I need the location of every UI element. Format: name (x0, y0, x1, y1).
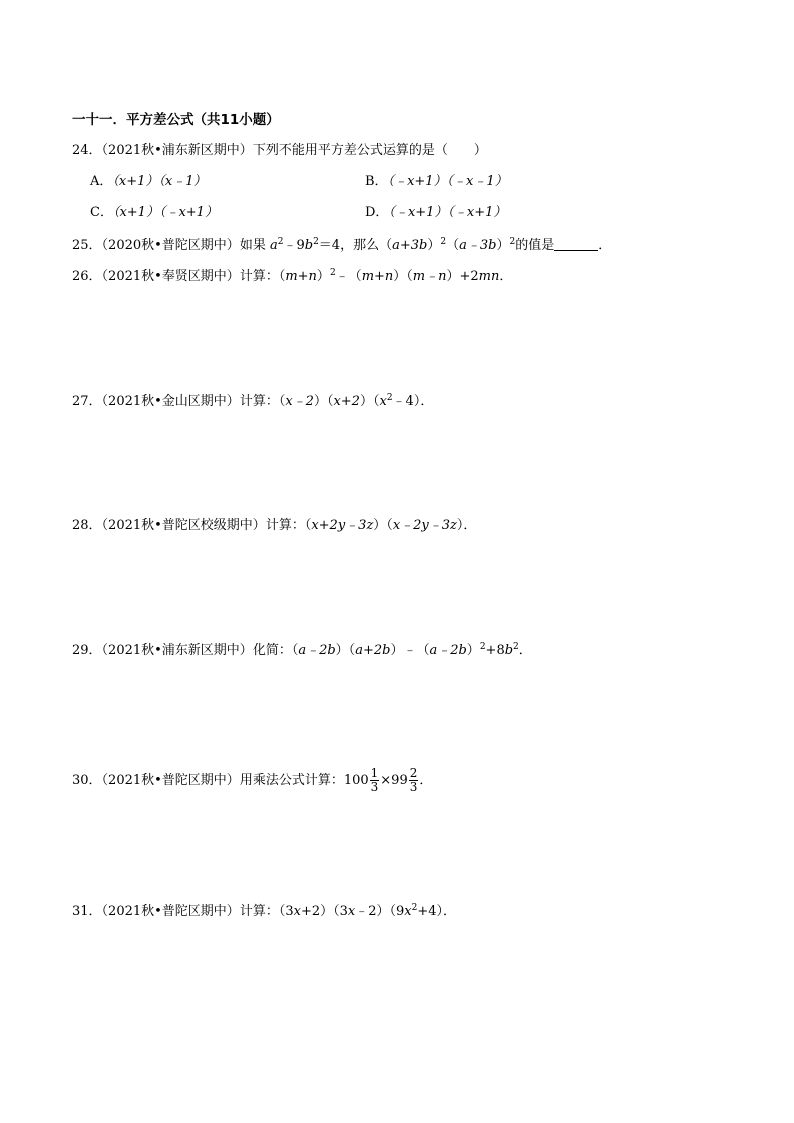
option-text: （﹣x+1）（﹣x+1） (388, 205, 507, 220)
math-expr: m+n (361, 269, 394, 284)
text-segment: ） (466, 643, 480, 658)
text-segment: ﹣2）（9 (355, 904, 405, 919)
question-stem: 下列不能用平方差公式运算的是（ ） (252, 143, 487, 158)
math-expr: mn (478, 269, 500, 284)
math-var: b (504, 643, 514, 658)
text-segment: 的值是 (515, 238, 555, 253)
text-segment: ）（ (359, 394, 380, 409)
math-var: x (347, 904, 356, 919)
question-source: （2021秋•普陀区校级期中） (101, 518, 266, 533)
math-expr: a﹣2b (298, 643, 336, 658)
math-expr: a+3b (392, 238, 428, 253)
text-segment: 计算：（3 (239, 904, 294, 919)
option-d (365, 205, 506, 221)
text-segment: ） (496, 238, 510, 253)
fraction-two-thirds (409, 767, 419, 794)
question-number: 24． (72, 143, 102, 158)
fraction-denominator: 3 (370, 780, 379, 794)
option-text: （x+1）（x﹣1） (112, 174, 207, 189)
section-title: 一十一．平方差公式（共11小题） (72, 112, 280, 128)
exponent: 2 (513, 642, 519, 652)
option-label: C． (90, 205, 113, 220)
math-var: b (304, 238, 314, 253)
question-28 (72, 518, 476, 534)
question-number: 28． (72, 518, 102, 533)
question-27 (72, 394, 433, 410)
math-expr: x+2 (333, 394, 360, 409)
text-segment: 计算：（ (239, 269, 286, 284)
math-var: x (379, 394, 387, 409)
text-segment: ． (518, 643, 532, 658)
option-label: D． (365, 205, 389, 220)
fraction-denominator: 3 (409, 780, 418, 794)
math-var: a (269, 238, 278, 253)
math-var: x (404, 904, 412, 919)
question-source: （2020秋•普陀区期中） (101, 238, 240, 253)
exponent: 2 (277, 237, 284, 247)
exponent: 2 (411, 903, 418, 913)
text-segment: +4）． (417, 904, 457, 919)
exponent: 2 (479, 642, 486, 652)
math-expr: m﹣n (412, 269, 447, 284)
exponent: 2 (509, 237, 516, 247)
question-source: （2021秋•普陀区期中） (101, 904, 240, 919)
text-segment: 如果 (239, 238, 270, 253)
exponent: 2 (329, 268, 336, 278)
text-segment: ）+2 (446, 269, 479, 284)
math-expr: m+n (285, 269, 317, 284)
question-number: 29． (72, 643, 102, 658)
option-label: B． (365, 174, 388, 189)
question-29 (72, 643, 532, 659)
fraction-numerator: 2 (409, 766, 418, 780)
question-number: 25． (72, 238, 102, 253)
question-24 (72, 143, 487, 159)
question-source: （2021秋•浦东新区期中） (101, 143, 253, 158)
text-segment: ）． (456, 518, 477, 533)
question-number: 26． (72, 269, 102, 284)
exponent: 2 (313, 237, 319, 247)
question-30 (72, 766, 432, 796)
exponent: 2 (386, 393, 393, 403)
math-var: x (293, 904, 301, 919)
text-segment: ）（ (313, 394, 334, 409)
math-expr: x+2y﹣3z (311, 518, 374, 533)
question-number: 30． (72, 773, 102, 788)
question-31 (72, 904, 456, 920)
text-segment: 化简：（ (252, 643, 299, 658)
text-segment: ）﹣（ (390, 643, 430, 658)
option-text: （﹣x+1）（﹣x﹣1） (387, 174, 508, 189)
question-source: （2021秋•普陀区期中） (101, 773, 240, 788)
option-text: （x+1）（﹣x+1） (112, 205, 218, 220)
option-label: A． (90, 174, 113, 189)
text-segment: ． (499, 269, 513, 284)
fraction-numerator: 1 (370, 766, 379, 780)
math-expr: x﹣2 (285, 394, 314, 409)
text-segment: ）（ (335, 643, 356, 658)
question-source: （2021秋•奉贤区期中） (101, 269, 240, 284)
math-expr: x﹣2y﹣3z (392, 518, 457, 533)
math-expr: a+2b (355, 643, 391, 658)
fraction-one-third (370, 767, 380, 794)
text-segment: ）． (413, 394, 434, 409)
question-source: （2021秋•浦东新区期中） (101, 643, 253, 658)
option-b (365, 174, 508, 190)
exponent: 2 (440, 237, 447, 247)
text-segment: ． (598, 238, 612, 253)
text-segment: ﹣9 (283, 238, 305, 253)
text-segment: 计算：（ (265, 518, 312, 533)
text-segment: ）（ (393, 269, 413, 284)
question-source: （2021秋•金山区期中） (101, 394, 240, 409)
text-segment: 计算：（ (239, 394, 286, 409)
text-segment: 用乘法公式计算：100 (239, 773, 369, 788)
text-segment: ）（ (373, 518, 393, 533)
text-segment: +2）（3 (300, 904, 348, 919)
question-26 (72, 269, 512, 285)
answer-blank[interactable] (554, 238, 598, 251)
option-a (90, 174, 207, 190)
text-segment: ×99 (380, 773, 408, 788)
text-segment: ） (427, 238, 441, 253)
text-segment: ） (316, 269, 330, 284)
text-segment: ﹣（ (335, 269, 362, 284)
option-c (90, 205, 218, 221)
math-expr: a﹣2b (429, 643, 467, 658)
math-expr: a﹣3b (459, 238, 497, 253)
text-segment: ＝4，那么（ (318, 238, 393, 253)
text-segment: ﹣4 (392, 394, 414, 409)
text-segment: （ (446, 238, 460, 253)
question-number: 27． (72, 394, 102, 409)
question-25 (72, 238, 611, 254)
text-segment: +8 (485, 643, 505, 658)
text-segment: ． (419, 773, 433, 788)
question-number: 31． (72, 904, 102, 919)
